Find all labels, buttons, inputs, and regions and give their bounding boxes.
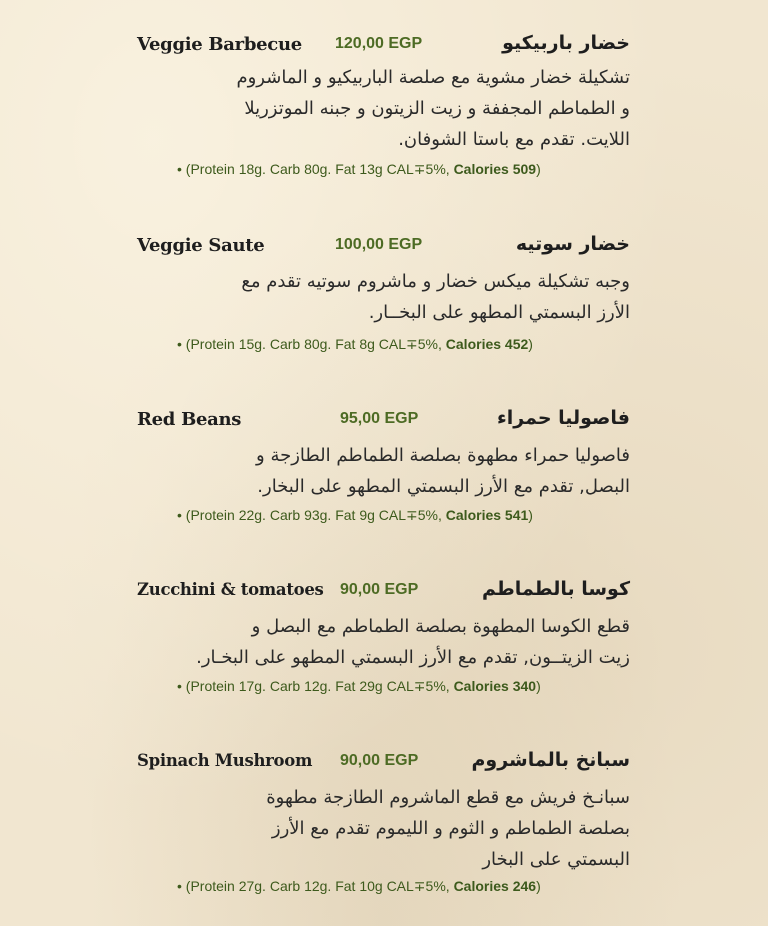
description-line: البسمتي على البخار bbox=[482, 849, 630, 870]
nutrition-values: • (Protein 18g. Carb 80g. Fat 13g CAL∓5%, bbox=[177, 161, 454, 177]
item-description bbox=[130, 611, 630, 673]
description-line: تشكيلة خضار مشوية مع صلصة الباربيكيو و الماشروم bbox=[236, 67, 630, 88]
calories-value: Calories 340 bbox=[453, 678, 537, 694]
description-line: سبانـخ فريش مع قطع الماشروم الطازجة مطهوة bbox=[266, 787, 630, 808]
description-line: اللايت. تقدم مع باستا الشوفان. bbox=[398, 129, 630, 150]
calories-value: Calories 452 bbox=[445, 336, 529, 352]
description-line: البصل, تقدم مع الأرز البسمتي المطهو على البخار. bbox=[257, 476, 630, 497]
item-name-ar: خضار سوتيه bbox=[515, 233, 630, 255]
item-name-ar: كوسا بالطماطم bbox=[482, 578, 630, 600]
calories-value: Calories 541 bbox=[445, 507, 529, 523]
nutrition-values: • (Protein 17g. Carb 12g. Fat 29g CAL∓5%, bbox=[177, 678, 454, 694]
nutrition-close: ) bbox=[528, 336, 533, 352]
item-price: 90,00 EGP bbox=[340, 752, 419, 769]
item-name-ar: سبانخ بالماشروم bbox=[471, 749, 630, 771]
description-line: زيت الزيتــون, تقدم مع الأرز البسمتي المطهو على البخـار. bbox=[196, 647, 630, 668]
description-line: فاصوليا حمراء مطهوة بصلصة الطماطم الطازجة و bbox=[256, 445, 630, 466]
item-name-en: Veggie Saute bbox=[137, 235, 265, 256]
item-name-en: Red Beans bbox=[137, 409, 242, 430]
item-name-en: Zucchini & tomatoes bbox=[137, 580, 324, 599]
item-price: 95,00 EGP bbox=[340, 410, 419, 427]
nutrition-close: ) bbox=[536, 161, 541, 177]
item-description bbox=[130, 782, 630, 875]
nutrition-info bbox=[177, 336, 533, 353]
nutrition-values: • (Protein 22g. Carb 93g. Fat 9g CAL∓5%, bbox=[177, 507, 446, 523]
item-name-ar: فاصوليا حمراء bbox=[497, 407, 630, 429]
calories-value: Calories 246 bbox=[453, 878, 537, 894]
nutrition-close: ) bbox=[528, 507, 533, 523]
description-line: وجبه تشكيلة ميكس خضار و ماشروم سوتيه تقدم مع bbox=[241, 271, 630, 292]
nutrition-info bbox=[177, 161, 541, 178]
description-line: و الطماطم المجففة و زيت الزيتون و جبنه الموتزريلا bbox=[244, 98, 630, 119]
item-price: 100,00 EGP bbox=[335, 236, 423, 253]
item-name-en: Spinach Mushroom bbox=[137, 751, 313, 770]
nutrition-info bbox=[177, 507, 533, 524]
calories-value: Calories 509 bbox=[453, 161, 537, 177]
item-name-ar: خضار باربيكيو bbox=[502, 32, 630, 54]
description-line: بصلصة الطماطم و الثوم و الليموم تقدم مع الأرز bbox=[271, 818, 630, 839]
item-description bbox=[130, 266, 630, 328]
description-line: الأرز البسمتي المطهو على البخــار. bbox=[368, 302, 630, 323]
nutrition-info bbox=[177, 878, 541, 895]
nutrition-values: • (Protein 15g. Carb 80g. Fat 8g CAL∓5%, bbox=[177, 336, 446, 352]
nutrition-values: • (Protein 27g. Carb 12g. Fat 10g CAL∓5%, bbox=[177, 878, 454, 894]
item-description bbox=[130, 62, 630, 155]
item-description bbox=[130, 440, 630, 502]
description-line: قطع الكوسا المطهوة بصلصة الطماطم مع البصل و bbox=[251, 616, 630, 637]
item-name-en: Veggie Barbecue bbox=[137, 34, 302, 55]
nutrition-info bbox=[177, 678, 541, 695]
item-price: 90,00 EGP bbox=[340, 581, 419, 598]
nutrition-close: ) bbox=[536, 878, 541, 894]
item-price: 120,00 EGP bbox=[335, 35, 423, 52]
nutrition-close: ) bbox=[536, 678, 541, 694]
